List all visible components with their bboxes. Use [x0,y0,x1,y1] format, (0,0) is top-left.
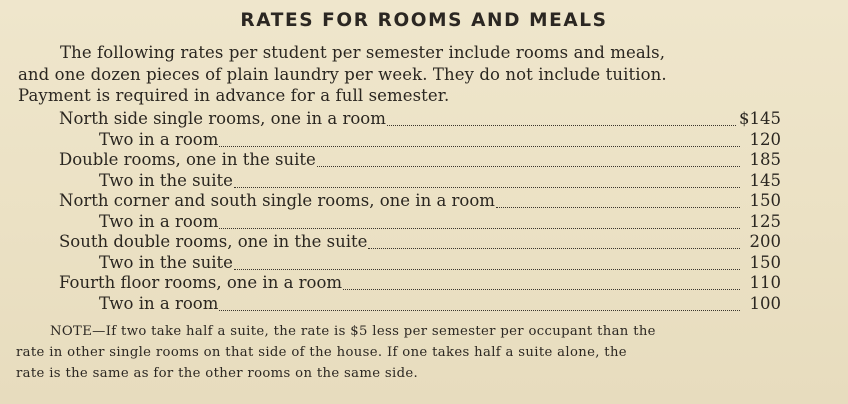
note-line: rate in other single rooms on that side of the house. If one takes half a suite alone, the [16,345,627,360]
note-line: rate is the same as for the other rooms on the same side. [16,366,419,381]
rate-price: 145 [749,170,781,190]
rate-price: 125 [749,211,781,231]
intro-line: and one dozen pieces of plain laundry per week. They do not include tuition. [18,64,667,84]
rate-row [59,294,781,315]
rate-row [59,253,781,274]
rate-price: 120 [749,129,781,149]
dot-leader [496,206,740,208]
note-line: NOTE—If two take half a suite, the rate is $5 less per semester per occupant than the [50,324,656,339]
rate-price: 150 [749,191,781,210]
dot-leader [219,227,740,229]
rate-row [59,150,781,171]
rate-label: North corner and south single rooms, one in a room [59,191,495,210]
rate-label: Two in the suite [99,252,233,272]
dot-leader [387,124,736,126]
rate-row [59,191,781,212]
rate-row [59,171,781,192]
rate-price: 200 [749,232,781,251]
intro-paragraph [18,42,838,107]
rates-table [59,109,781,314]
rate-price: 185 [749,150,781,169]
dot-leader [234,268,740,270]
rate-price: $145 [739,109,781,128]
rate-label: Double rooms, one in the suite [59,150,316,169]
rate-row [59,232,781,253]
rate-row [59,130,781,151]
rate-label: Two in a room [99,211,219,231]
rate-label: Two in the suite [99,170,233,190]
rate-row [59,212,781,233]
rate-label: Two in a room [99,129,219,149]
rate-label: North side single rooms, one in a room [59,109,386,128]
dot-leader [234,186,740,188]
rate-row [59,273,781,294]
dot-leader [343,288,740,290]
rate-label: South double rooms, one in the suite [59,232,368,251]
rate-label: Two in a room [99,293,219,313]
rate-label: Fourth floor rooms, one in a room [59,273,343,292]
dot-leader [317,165,740,167]
note-paragraph [16,321,824,384]
dot-leader [219,145,740,147]
rate-row [59,109,781,130]
dot-leader [219,309,740,311]
rate-price: 100 [749,293,781,313]
intro-line: The following rates per student per semester include rooms and meals, [60,43,666,62]
page-title: RATES FOR ROOMS AND MEALS [240,10,608,31]
intro-line: Payment is required in advance for a full semester. [18,86,450,105]
dot-leader [368,247,740,249]
rate-price: 150 [749,252,781,272]
rate-price: 110 [749,273,781,292]
